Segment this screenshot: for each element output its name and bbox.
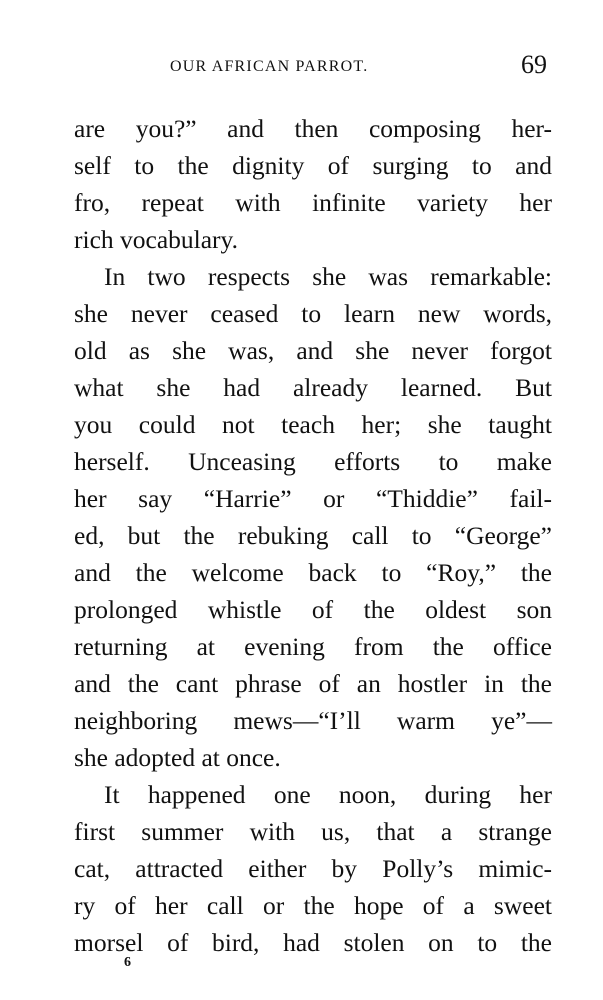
paragraph-2: [74, 258, 552, 776]
text-line: are you?” and then composing her-: [74, 114, 552, 143]
text-line: neighboring mews—“I’ll warm ye”—: [74, 706, 552, 735]
text-line: and the welcome back to “Roy,” the: [74, 558, 552, 587]
text-line: ed, but the rebuking call to “George”: [74, 521, 552, 550]
text-line: and the cant phrase of an hostler in the: [74, 669, 552, 698]
text-line: rich vocabulary.: [74, 225, 239, 254]
paragraph-3: [74, 776, 552, 961]
text-line: ry of her call or the hope of a sweet: [74, 891, 552, 920]
text-line: her say “Harrie” or “Thiddie” fail-: [74, 484, 552, 513]
text-line: she adopted at once.: [74, 743, 281, 772]
text-line: morsel of bird, had stolen on to the: [74, 928, 552, 957]
page-number: 69: [521, 50, 547, 79]
text-line: returning at evening from the office: [74, 632, 552, 661]
text-line: old as she was, and she never forgot: [74, 336, 552, 365]
text-line: she never ceased to learn new words,: [74, 299, 552, 328]
text-line: first summer with us, that a strange: [74, 817, 552, 846]
running-title: OUR AFRICAN PARROT.: [170, 58, 369, 75]
text-line: you could not teach her; she taught: [74, 410, 552, 439]
text-line: In two respects she was remarkable:: [104, 262, 552, 291]
text-line: what she had already learned. But: [74, 373, 552, 402]
text-line: herself. Unceasing efforts to make: [74, 447, 552, 476]
text-line: cat, attracted either by Polly’s mimic-: [74, 854, 552, 883]
text-line: It happened one noon, during her: [104, 780, 552, 809]
body-text: [74, 110, 552, 961]
paragraph-1: [74, 110, 552, 258]
text-line: prolonged whistle of the oldest son: [74, 595, 552, 624]
text-line: fro, repeat with infinite variety her: [74, 188, 552, 217]
signature-mark: 6: [124, 955, 131, 970]
text-line: self to the dignity of surging to and: [74, 151, 552, 180]
